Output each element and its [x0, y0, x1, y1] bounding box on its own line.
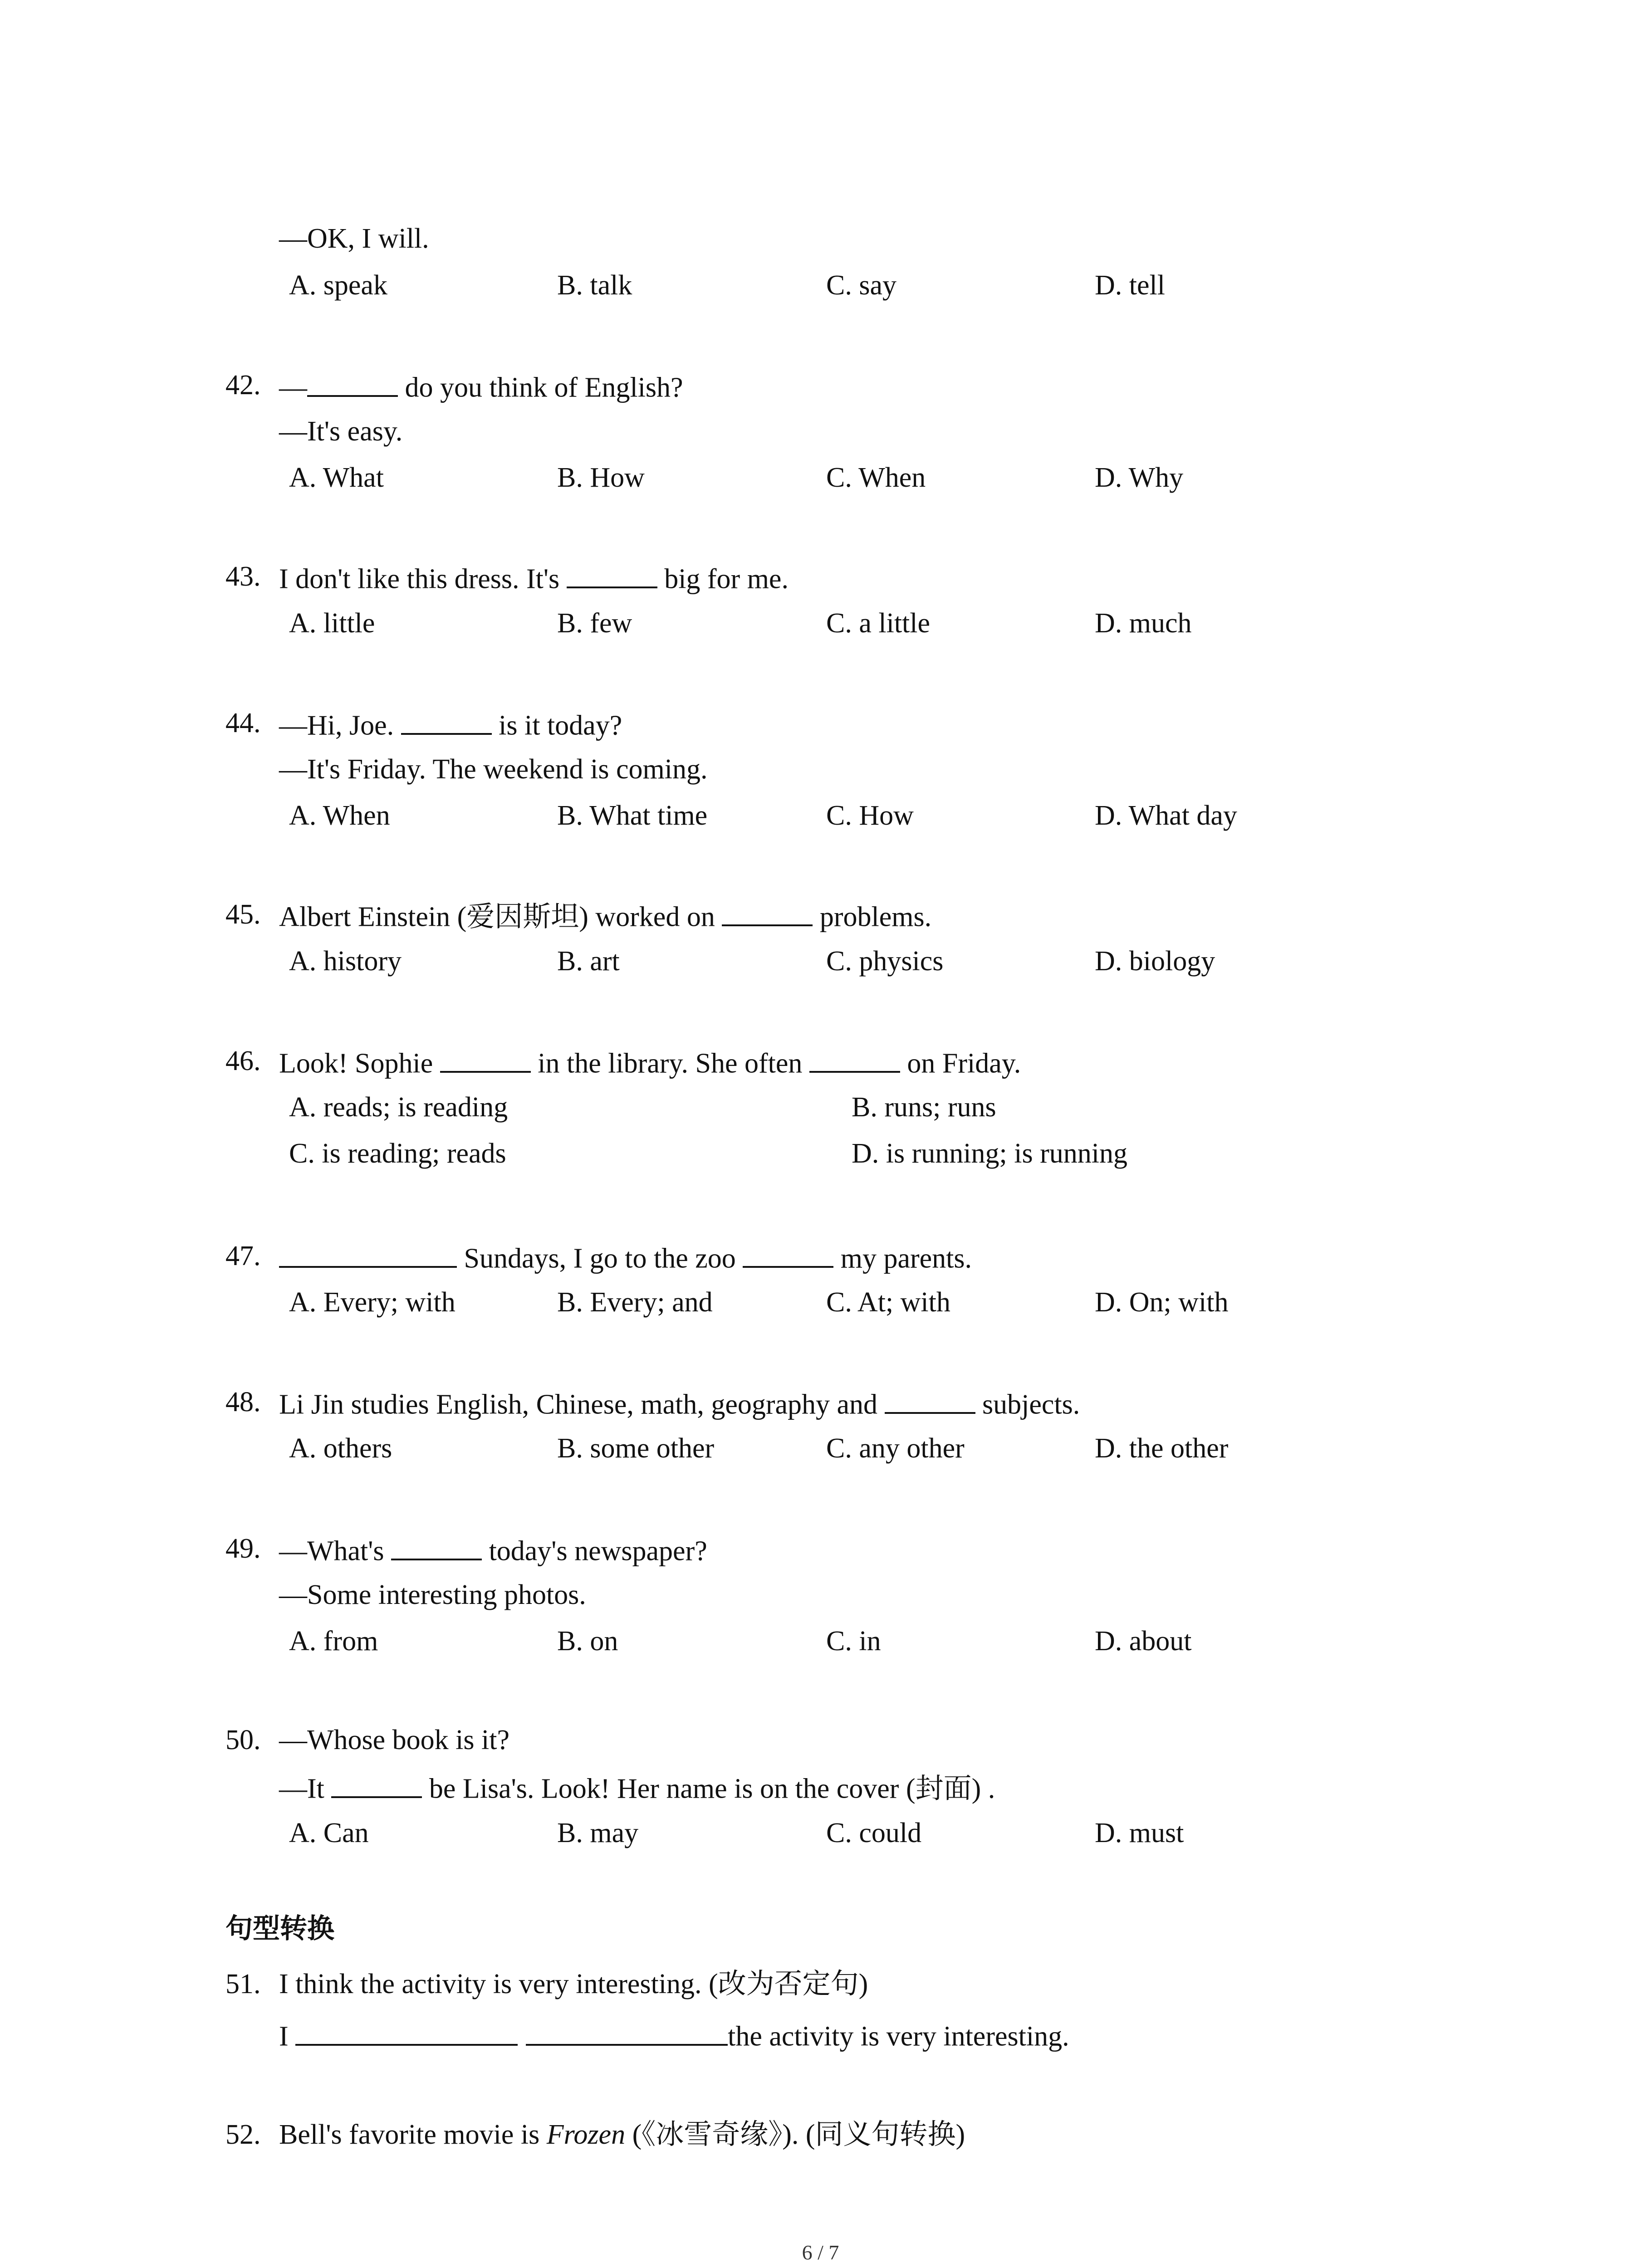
q44-option-c: C. How	[826, 800, 914, 831]
q44-option-d: D. What day	[1095, 800, 1237, 831]
q44-option-a: A. When	[289, 800, 390, 831]
q49-number: 49.	[225, 1533, 261, 1564]
q43-option-d: D. much	[1095, 608, 1192, 639]
q41-option-a: A. speak	[289, 270, 387, 301]
q51-answer-line	[279, 2020, 1069, 2051]
q48-stem-pre: Li Jin studies English, Chinese, math, geography and	[279, 1389, 885, 1420]
q46-option-b: B. runs; runs	[852, 1092, 996, 1123]
q48-option-c: C. any other	[826, 1433, 965, 1464]
q42-blank	[307, 371, 398, 397]
q52-stem	[279, 2121, 965, 2149]
q46-option-d: D. is running; is running	[852, 1138, 1127, 1169]
q43-stem-post: big for me.	[657, 563, 789, 595]
q48-option-a: A. others	[289, 1433, 392, 1464]
q48-stem	[279, 1388, 1080, 1419]
q44-stem-post: is it today?	[491, 710, 622, 741]
q50-blank	[331, 1772, 422, 1798]
q51-line1: I think the activity is very interesting. (改为否定句)	[279, 1969, 868, 1999]
q45-option-d: D. biology	[1095, 946, 1215, 977]
q47-number: 47.	[225, 1241, 261, 1271]
q42-option-c: C. When	[826, 462, 926, 493]
q50-stem-pre: —It	[279, 1773, 332, 1804]
q50-option-c: C. could	[826, 1818, 922, 1848]
q48-option-d: D. the other	[1095, 1433, 1229, 1464]
q47-stem-mid: Sundays, I go to the zoo	[457, 1243, 743, 1274]
q49-option-d: D. about	[1095, 1626, 1192, 1657]
q47-option-b: B. Every; and	[557, 1287, 713, 1318]
q50-option-b: B. may	[557, 1818, 639, 1848]
q46-blank-2	[809, 1047, 900, 1073]
q49-stem-post: today's newspaper?	[482, 1535, 707, 1567]
q43-stem	[279, 562, 789, 593]
q41-option-c: C. say	[826, 270, 896, 301]
q42-option-a: A. What	[289, 462, 384, 493]
q51-stem-pre: I	[279, 2021, 296, 2052]
q48-blank	[885, 1388, 975, 1414]
q45-option-b: B. art	[557, 946, 620, 977]
q49-option-a: A. from	[289, 1626, 378, 1657]
q47-option-d: D. On; with	[1095, 1287, 1229, 1318]
q45-blank	[722, 900, 813, 926]
q47-option-c: C. At; with	[826, 1287, 950, 1318]
q49-stem	[279, 1535, 707, 1565]
q44-number: 44.	[225, 708, 261, 738]
q43-blank	[567, 562, 657, 588]
q50-option-a: A. Can	[289, 1818, 369, 1848]
q49-option-b: B. on	[557, 1626, 618, 1657]
q42-stem	[279, 371, 683, 402]
q46-number: 46.	[225, 1046, 261, 1076]
q42-number: 42.	[225, 370, 261, 401]
q42-stem-pre: —	[279, 372, 307, 403]
q46-option-a: A. reads; is reading	[289, 1092, 508, 1123]
q50-line1: —Whose book is it?	[279, 1725, 509, 1755]
q45-option-a: A. history	[289, 946, 402, 977]
q45-stem-pre: Albert Einstein (爱因斯坦) worked on	[279, 901, 722, 933]
q42-stem-post: do you think of English?	[398, 372, 683, 403]
q41-answer-line: —OK, I will.	[279, 223, 429, 254]
q43-option-b: B. few	[557, 608, 632, 639]
q47-option-a: A. Every; with	[289, 1287, 456, 1318]
q46-stem-post: on Friday.	[900, 1048, 1021, 1079]
q43-stem-pre: I don't like this dress. It's	[279, 563, 567, 595]
q45-number: 45.	[225, 899, 261, 930]
q50-stem-post: be Lisa's. Look! Her name is on the cover (封面) .	[422, 1773, 995, 1804]
q45-option-c: C. physics	[826, 946, 944, 977]
q44-stem-pre: —Hi, Joe.	[279, 710, 401, 741]
q43-option-a: A. little	[289, 608, 375, 639]
q50-number: 50.	[225, 1725, 261, 1755]
q51-stem-post: the activity is very interesting.	[728, 2021, 1069, 2052]
q42-option-b: B. How	[557, 462, 645, 493]
q51-blank-2	[526, 2020, 728, 2046]
q52-stem-pre: Bell's favorite movie is	[279, 2119, 547, 2150]
q51-number: 51.	[225, 1969, 261, 1999]
q42-option-d: D. Why	[1095, 462, 1184, 493]
q46-stem-pre: Look! Sophie	[279, 1048, 440, 1079]
q51-blank-1	[295, 2020, 518, 2046]
q44-blank	[401, 709, 492, 735]
q43-option-c: C. a little	[826, 608, 931, 639]
q50-stem	[279, 1772, 995, 1803]
q48-number: 48.	[225, 1387, 261, 1418]
q45-stem-post: problems.	[813, 901, 932, 933]
q49-stem-pre: —What's	[279, 1535, 392, 1567]
q41-option-d: D. tell	[1095, 270, 1165, 301]
q47-blank-2	[743, 1242, 833, 1268]
page-number: 6 / 7	[802, 2241, 839, 2264]
q44-line2: —It's Friday. The weekend is coming.	[279, 754, 708, 785]
q49-line2: —Some interesting photos.	[279, 1579, 586, 1610]
q45-stem	[279, 900, 931, 931]
q48-option-b: B. some other	[557, 1433, 715, 1464]
q52-movie-title: Frozen	[546, 2119, 626, 2150]
q41-option-b: B. talk	[557, 270, 632, 301]
q47-stem	[279, 1242, 972, 1273]
q52-stem-post: (《冰雪奇缘》). (同义句转换)	[625, 2119, 965, 2150]
q43-number: 43.	[225, 561, 261, 592]
section-title: 句型转换	[225, 1913, 334, 1945]
q46-option-c: C. is reading; reads	[289, 1138, 506, 1169]
q52-number: 52.	[225, 2119, 261, 2150]
q49-option-c: C. in	[826, 1626, 881, 1657]
q44-option-b: B. What time	[557, 800, 708, 831]
q46-stem	[279, 1047, 1021, 1078]
q50-option-d: D. must	[1095, 1818, 1184, 1848]
q46-blank-1	[440, 1047, 531, 1073]
q47-blank-1	[279, 1242, 457, 1268]
q42-line2: —It's easy.	[279, 416, 403, 447]
q49-blank	[391, 1535, 482, 1560]
q48-stem-post: subjects.	[975, 1389, 1080, 1420]
q47-stem-post: my parents.	[833, 1243, 972, 1274]
q46-stem-mid: in the library. She often	[530, 1048, 809, 1079]
q44-stem	[279, 709, 622, 740]
